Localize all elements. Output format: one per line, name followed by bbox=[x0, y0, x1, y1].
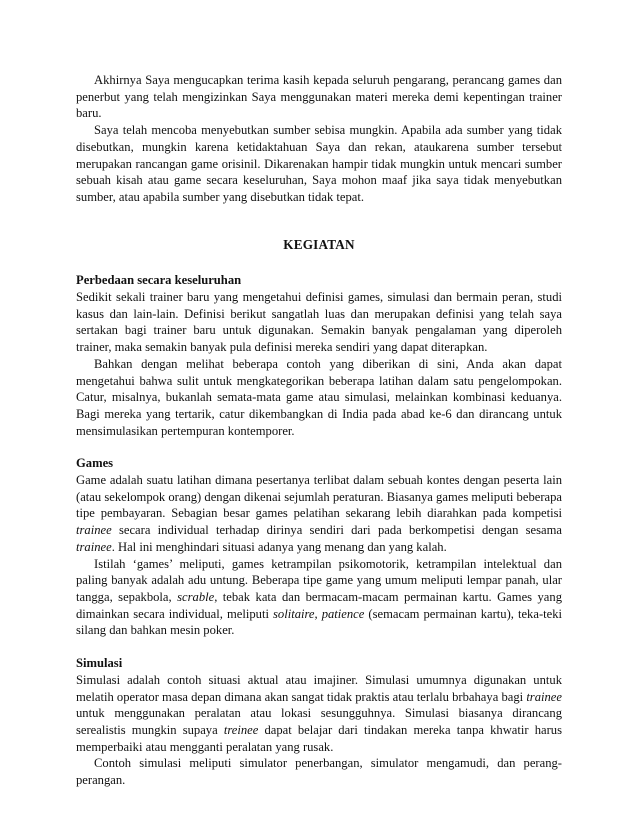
simulasi-p1-text-a: Simulasi adalah contoh situasi aktual atau imajiner. Simulasi umumnya digunakan untuk melatih operator masa depan dimana akan sangat tidak praktis atau terlalu brbahaya bagi bbox=[76, 672, 562, 704]
games-p2-text-c: (semacam permainan kartu), teka-teki silang dan bahkan mesin poker. bbox=[76, 606, 563, 638]
games-p1-text-a: Game adalah suatu latihan dimana pesertanya terlibat dalam sebuah kontes dengan peserta lain (atau sekelompok orang) dengan dikenai sejumlah peraturan. Biasanya games meliputi beberapa tipe pembayaran. Sebagian besar games pelatihan sekarang lebih diarahkan pada kompetisi bbox=[76, 473, 562, 521]
intro-paragraph-1: Akhirnya Saya mengucapkan terima kasih kepada seluruh pengarang, perancang games dan penerbut yang telah mengizinkan Saya menggunakan materi mereka demi kepentingan trainer baru. bbox=[76, 73, 562, 121]
games-p2-text-a: Istilah ‘games’ meliputi, games ketrampilan psikomotorik, ketrampilan intelektual dan paling banyak adalah adu untung. Beberapa tipe game yang umum meliputi lempar panah, ular tangga, sepakbola, bbox=[76, 556, 562, 604]
games-p1-trainee-1: trainee bbox=[76, 523, 112, 538]
games-p1-text-c: . Hal ini menghindari situasi adanya yang menang dan yang kalah. bbox=[111, 539, 447, 554]
perbedaan-paragraph-2: Bahkan dengan melihat beberapa contoh yang diberikan di sini, Anda akan dapat mengetahui bahwa sulit untuk mengkategorikan beberapa latihan dalam satu pengelompokan. Catur, misalnya, bukanlah semata-mata game atau simulasi, melainkan kombinasi keduanya. Bagi mereka yang tertarik, catur dikembangkan di India pada abad ke-6 dan dirancang untuk mensimulasikan pertempuran kontemporer. bbox=[76, 356, 562, 438]
simulasi-p1-treinee: treinee bbox=[223, 722, 259, 737]
perbedaan-paragraph-1: Sedikit sekali trainer baru yang mengetahui definisi games, simulasi dan bermain peran, studi kasus dan lain-lain. Definisi berikut sangatlah luas dan merupakan definisi yang telah saya sertakan bagi trainer baru untuk digunakan. Semakin banyak pengalaman yang diperoleh trainer, maka semakin banyak pula definisi mereka sendiri yang dapat diterapkan. bbox=[76, 290, 562, 355]
heading-simulasi: Simulasi bbox=[76, 656, 123, 671]
games-paragraph-1 bbox=[76, 472, 562, 556]
games-p2-text-b: , tebak kata dan bermacam-macam permainan kartu. Games yang dimainkan secara individual, meliputi bbox=[76, 589, 562, 621]
intro-paragraph-2: Saya telah mencoba menyebutkan sumber sebisa mungkin. Apabila ada sumber yang tidak disebutkan, mungkin karena ketidaktahuan Saya dan rekan, ataukarena sumber tersebut merupakan rancangan game orisinil. Dikarenakan hampir tidak mungkin untuk mencari sumber sebuah kisah atau game secara keseluruhan, Saya mohon maaf jika saya tidak menyebutkan sumber, atau apabila sumber yang disebutkan tidak tepat. bbox=[76, 123, 562, 204]
games-p1-trainee-2: trainee bbox=[76, 539, 112, 554]
page-title: KEGIATAN bbox=[283, 236, 355, 252]
heading-perbedaan: Perbedaan secara keseluruhan bbox=[76, 273, 242, 288]
heading-games: Games bbox=[76, 456, 114, 471]
simulasi-p1-trainee: trainee bbox=[526, 689, 562, 704]
simulasi-p1-text-c: dapat belajar dari tindakan mereka tanpa khwatir harus memperbaiki atau mengganti peralatan yang rusak. bbox=[76, 722, 562, 754]
games-p2-solitaire: solitaire, patience bbox=[273, 606, 365, 621]
games-p2-scrable: scrable bbox=[177, 589, 215, 604]
games-paragraph-2 bbox=[76, 556, 562, 640]
simulasi-paragraph-2: Contoh simulasi meliputi simulator penerbangan, simulator mengamudi, dan perang-perangan. bbox=[76, 756, 562, 788]
simulasi-p1-text-b: untuk menggunakan peralatan atau lokasi sesungguhnya. Simulasi biasanya dirancang serealistis mungkin supaya bbox=[76, 706, 562, 737]
games-p1-text-b: secara individual terhadap dirinya sendiri dari pada berkompetisi dengan sesama bbox=[111, 523, 562, 538]
simulasi-paragraph-1 bbox=[76, 672, 562, 756]
